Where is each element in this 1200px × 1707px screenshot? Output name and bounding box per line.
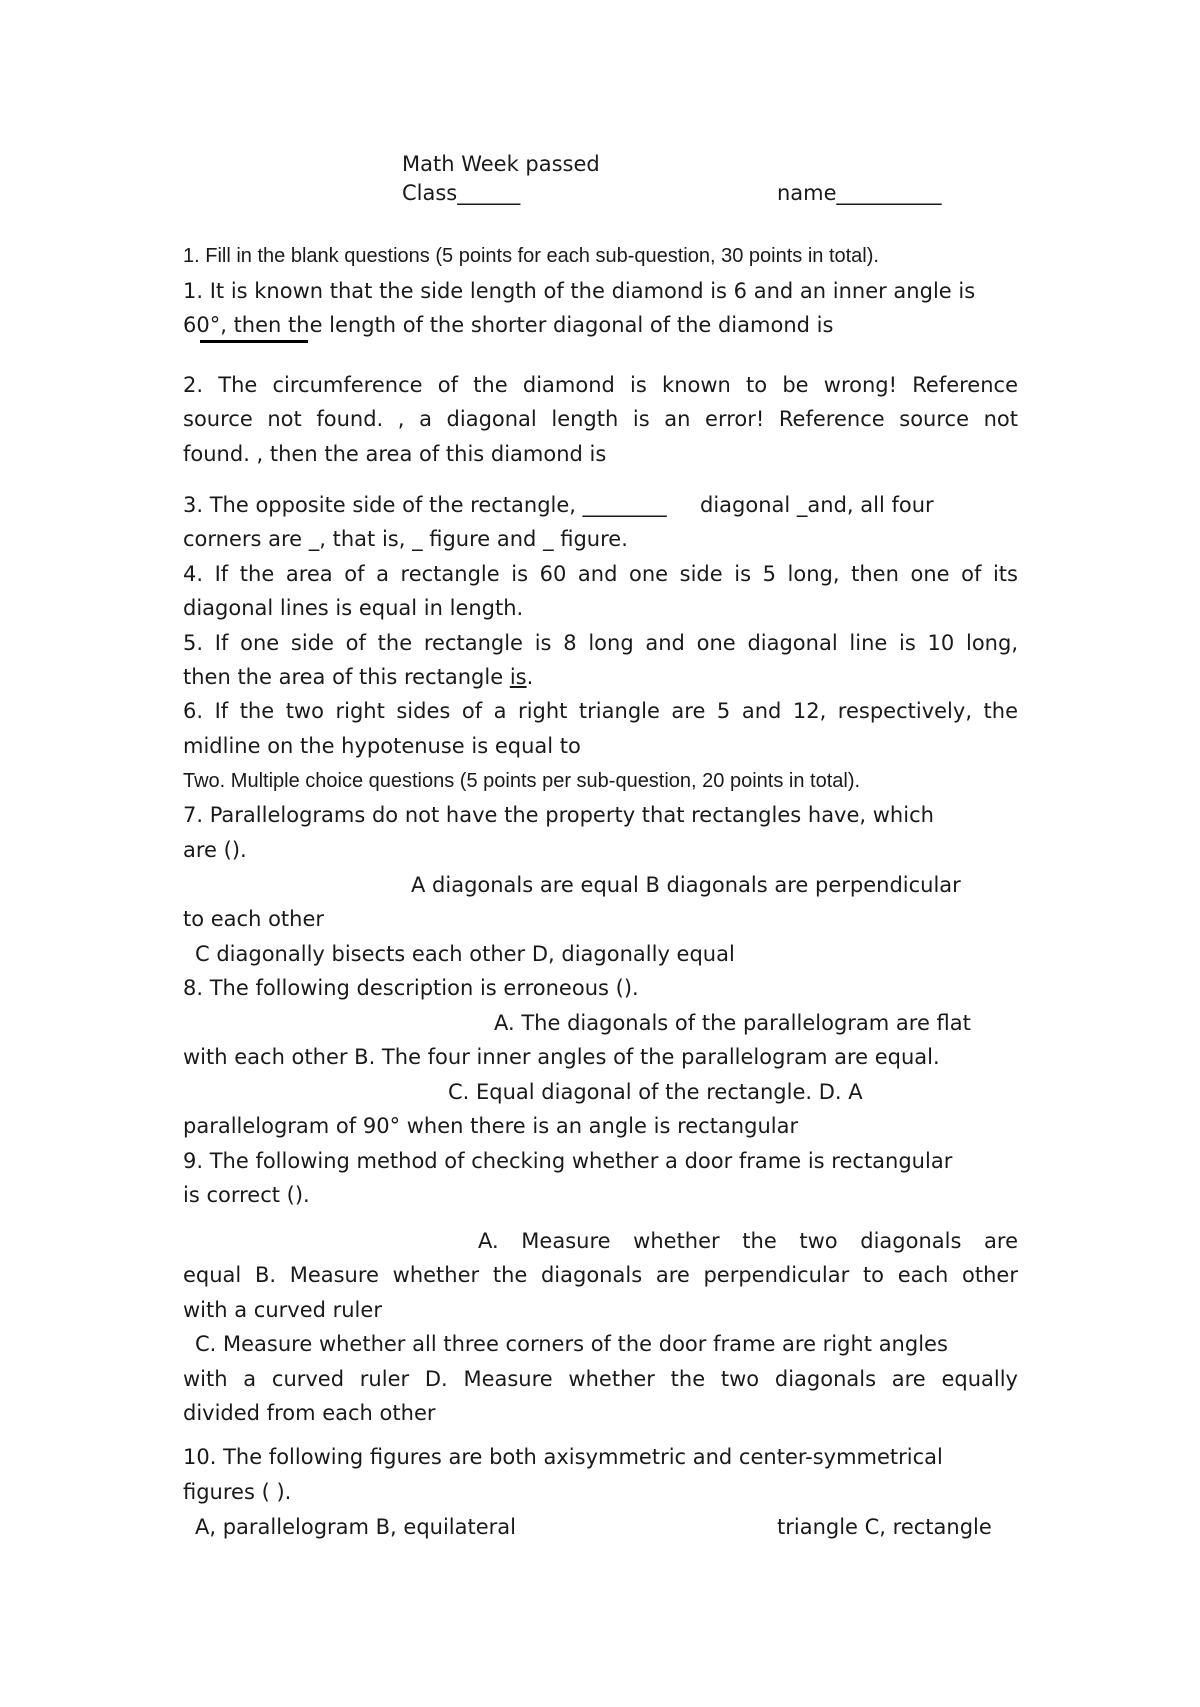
section-1-heading: 1. Fill in the blank questions (5 points for each sub-question, 30 points in total).: [183, 245, 879, 267]
section-2-heading: Two. Multiple choice questions (5 points per sub-question, 20 points in total).: [183, 770, 861, 792]
q9-options-cd-cont: with a curved ruler D. Measure whether the two diagonals are equally: [183, 1367, 1018, 1391]
q5-underlined-word: is: [509, 665, 527, 689]
q5-period: .: [526, 665, 534, 689]
q9-options-ab-cont: equal B. Measure whether the diagonals are perpendicular to each other: [183, 1263, 1018, 1287]
q7-line-2: are ().: [183, 838, 247, 862]
q9-options-cd-end: divided from each other: [183, 1401, 436, 1425]
q7-options-cd: C diagonally bisects each other D, diagonally equal: [195, 942, 735, 966]
q8-line-1: 8. The following description is erroneous ().: [183, 976, 639, 1000]
name-field-label: name__________: [777, 181, 942, 205]
q8-options-cd: C. Equal diagonal of the rectangle. D. A: [448, 1080, 863, 1104]
q8-option-a: A. The diagonals of the parallelogram are flat: [494, 1011, 971, 1035]
q3-line-1: 3. The opposite side of the rectangle, ________ diagonal _and, all four: [183, 493, 934, 517]
q8-options-ab-cont: with each other B. The four inner angles of the parallelogram are equal.: [183, 1045, 940, 1069]
q4-line-2: diagonal lines is equal in length.: [183, 596, 524, 620]
q9-line-1: 9. The following method of checking whether a door frame is rectangular: [183, 1149, 953, 1173]
q9-option-c: C. Measure whether all three corners of the door frame are right angles: [195, 1332, 948, 1356]
q2-line-1: 2. The circumference of the diamond is known to be wrong! Reference: [183, 373, 1018, 397]
q10-line-2: figures ( ).: [183, 1480, 292, 1504]
q5-line-1: 5. If one side of the rectangle is 8 long and one diagonal line is 10 long,: [183, 631, 1018, 655]
q6-line-1: 6. If the two right sides of a right triangle are 5 and 12, respectively, the: [183, 699, 1018, 723]
q8-options-cd-cont: parallelogram of 90° when there is an angle is rectangular: [183, 1114, 799, 1138]
q4-line-1: 4. If the area of a rectangle is 60 and one side is 5 long, then one of its: [183, 562, 1018, 586]
q10-options-ab: A, parallelogram B, equilateral: [195, 1515, 516, 1539]
q5-text: then the area of this rectangle: [183, 665, 510, 689]
q9-options-ab-end: with a curved ruler: [183, 1298, 382, 1322]
q10-line-1: 10. The following figures are both axisymmetric and center-symmetrical: [183, 1445, 943, 1469]
q7-options-ab: A diagonals are equal B diagonals are perpendicular: [411, 873, 961, 897]
q1-line-2: 60°, then the length of the shorter diagonal of the diamond is: [183, 313, 834, 337]
q2-line-3: found. , then the area of this diamond is: [183, 442, 607, 466]
q9-line-2: is correct ().: [183, 1183, 310, 1207]
q7-line-1: 7. Parallelograms do not have the property that rectangles have, which: [183, 803, 934, 827]
q10-options-bc: triangle C, rectangle: [777, 1515, 992, 1539]
class-field-label: Class______: [402, 181, 521, 205]
q3-line-2: corners are _, that is, _ figure and _ figure.: [183, 527, 628, 551]
answer-blank-line: [200, 340, 308, 343]
q5-line-2: [183, 664, 1018, 690]
document-title: Math Week passed: [402, 152, 600, 176]
q9-option-a: A. Measure whether the two diagonals are: [478, 1229, 1018, 1253]
q6-line-2: midline on the hypotenuse is equal to: [183, 734, 581, 758]
q2-line-2: source not found. , a diagonal length is an error! Reference source not: [183, 407, 1018, 431]
q7-options-ab-cont: to each other: [183, 907, 325, 931]
q1-line-1: 1. It is known that the side length of the diamond is 6 and an inner angle is: [183, 279, 976, 303]
